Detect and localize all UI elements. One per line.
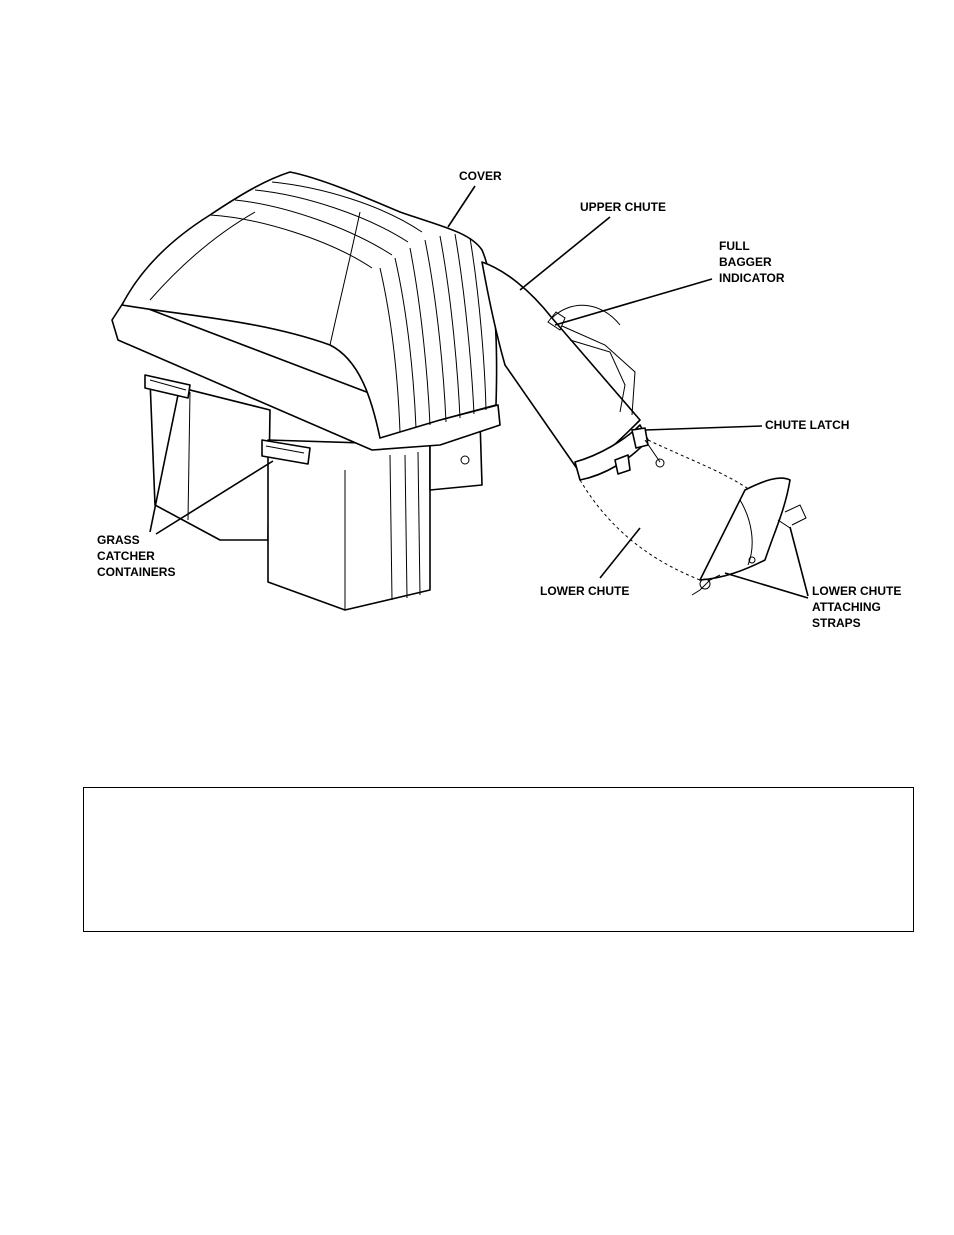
label-grass-catcher-containers-2: CATCHER <box>97 549 155 563</box>
label-full-bagger-indicator-3: INDICATOR <box>719 271 785 285</box>
upper-chute-illustration <box>482 262 664 480</box>
label-grass-catcher-containers-3: CONTAINERS <box>97 565 176 579</box>
label-full-bagger-indicator-2: BAGGER <box>719 255 772 269</box>
label-upper-chute: UPPER CHUTE <box>580 200 667 214</box>
label-lower-chute: LOWER CHUTE <box>540 584 630 598</box>
label-chute-latch: CHUTE LATCH <box>765 418 850 432</box>
label-full-bagger-indicator-1: FULL <box>719 239 750 253</box>
label-lower-chute-attaching-straps-1: LOWER CHUTE <box>812 584 902 598</box>
label-lower-chute-attaching-straps-2: ATTACHING <box>812 600 881 614</box>
label-grass-catcher-containers-1: GRASS <box>97 533 140 547</box>
note-box <box>83 787 914 932</box>
label-lower-chute-attaching-straps-3: STRAPS <box>812 616 861 630</box>
label-cover: COVER <box>459 169 502 183</box>
